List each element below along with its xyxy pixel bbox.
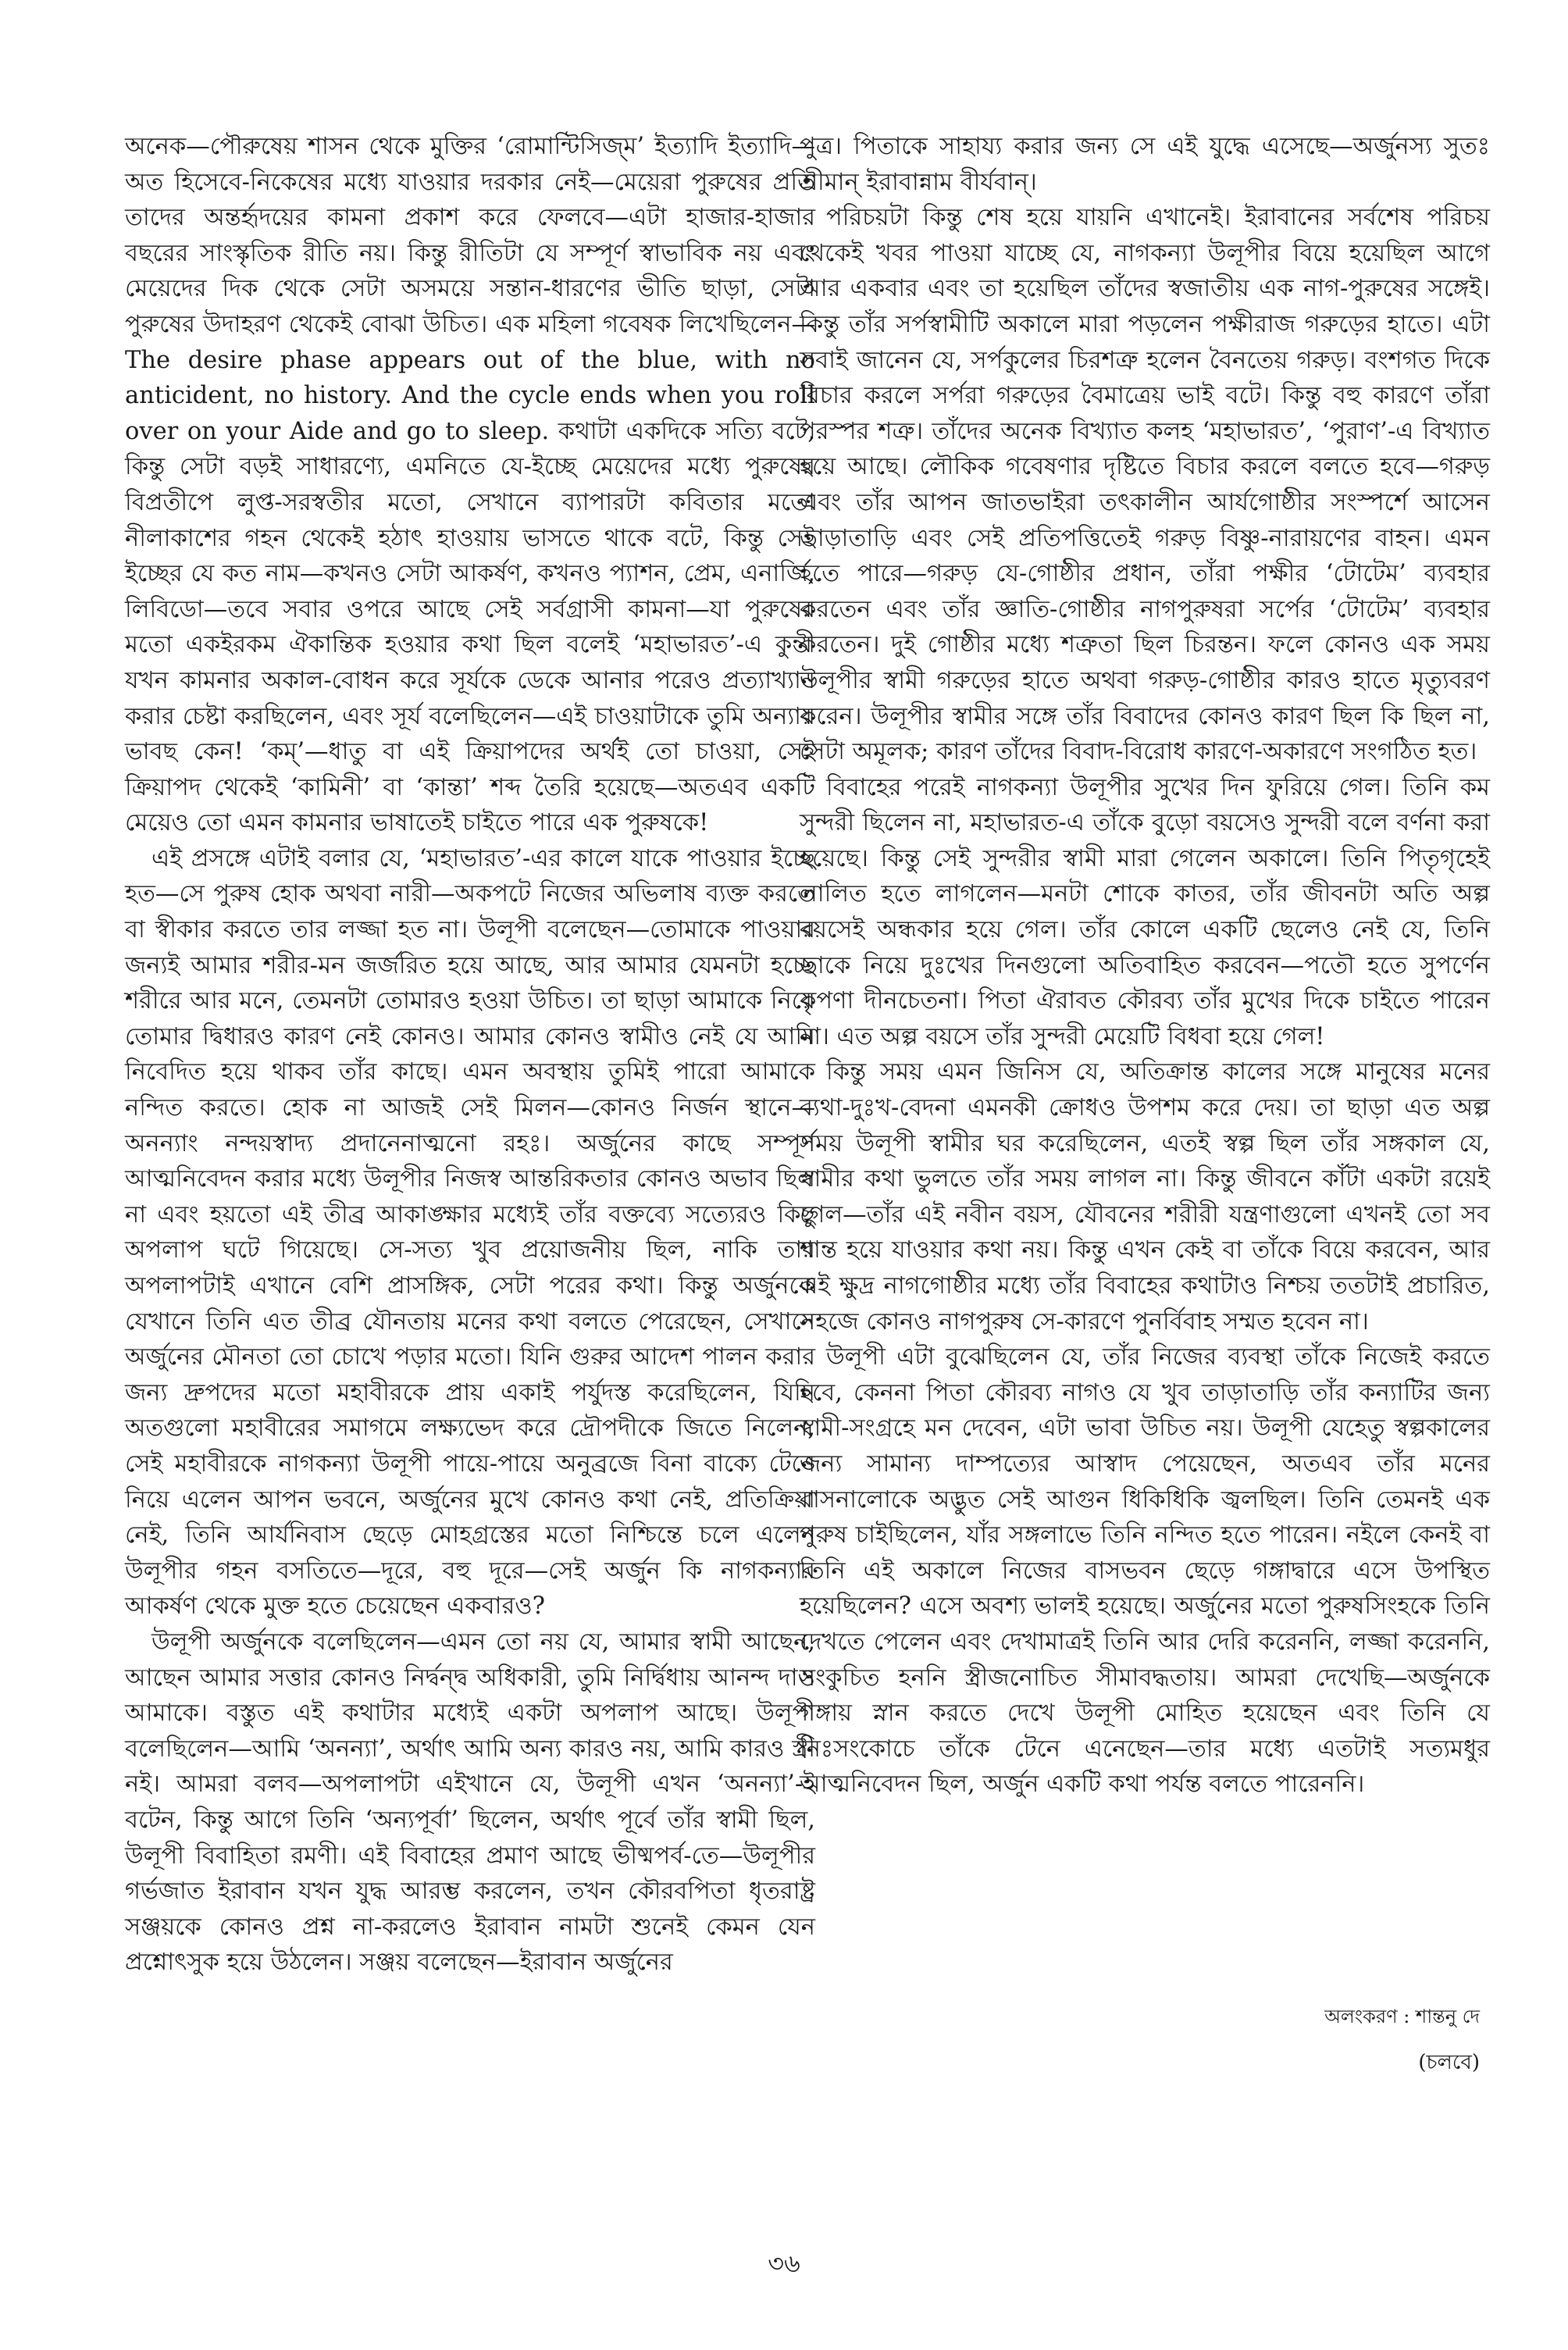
paragraph: উলূপী অর্জুনকে বলেছিলেন—এমন তো নয় যে, আমার স্বামী আছেন, আছেন আমার সত্তার কোনও নির্দ্বন্দ্ব অধিকারী, তুমি নির্দ্বিধায় আনন্দ দাও আমাকে। বস্তুত এই কথাটার মধ্যেই একটা অপলাপ আছে। উলূপী বলেছিলেন—আমি ‘অনন্যা’, অর্থাৎ আমি অন্য কারও নয়, আমি কারও স্ত্রী নই। আমরা বলব—অপলাপটা এইখানে যে, উলূপী এখন ‘অনন্যা’-ই বটেন, কিন্তু আগে তিনি ‘অন্যপূর্বা’ ছিলেন, অর্থাৎ পূর্বে তাঁর স্বামী ছিল, উলূপী বিবাহিতা রমণী। এই বিবাহের প্রমাণ আছে ভীষ্মপর্ব-তে—উলূপীর গর্ভজাত ইরাবান যখন যুদ্ধ আরম্ভ করলেন, তখন কৌরবপিতা ধৃতরাষ্ট্র সঞ্জয়কে কোনও প্রশ্ন না-করলেও ইরাবান নামটা শুনেই কেমন যেন প্রশ্নোৎসুক হয়ে উঠলেন। সঞ্জয় বলেছেন—ইরাবান অর্জুনের [125, 1628, 815, 1977]
paragraph: বিবাহের পরেই নাগকন্যা উলূপীর সুখের দিন ফুরিয়ে গেল। তিনি কম সুন্দরী ছিলেন না, মহাভারত-এ তাঁকে বুড়ো বয়সেও সুন্দরী বলে বর্ণনা করা হয়েছে। কিন্তু সেই সুন্দরীর স্বামী মারা গেলেন অকালে। তিনি পিতৃগৃহেই লালিত হতে লাগলেন—মনটা শোকে কাতর, তাঁর জীবনটা অতি অল্প বয়সেই অন্ধকার হয়ে গেল। তাঁর কোলে একটি ছেলেও নেই যে, তিনি তাকে নিয়ে দুঃখের দিনগুলো অতিবাহিত করবেন—পতৌ হতে সুপর্ণেন কৃপণা দীনচেতনা। পিতা ঐরাবত কৌরব্য তাঁর মুখের দিকে চাইতে পারেন না। এত অল্প বয়সে তাঁর সুন্দরী মেয়েটি বিধবা হয়ে গেল! [800, 773, 1490, 1050]
page-number: ৩৬ [768, 2248, 800, 2278]
paragraph: এই প্রসঙ্গে এটাই বলার যে, ‘মহাভারত’-এর কালে যাকে পাওয়ার ইচ্ছে হত—সে পুরুষ হোক অথবা নারী—অকপটে নিজের অভিলাষ ব্যক্ত করতে বা স্বীকার করতে তার লজ্জা হত না। উলূপী বলেছেন—তোমাকে পাওয়ার জন্যই আমার শরীর-মন জর্জরিত হয়ে আছে, আর আমার যেমনটা হচ্ছে শরীরে আর মনে, তেমনটা তোমারও হওয়া উচিত। তা ছাড়া আমাকে নিয়ে তোমার দ্বিধারও কারণ নেই কোনও। আমার কোনও স্বামীও নেই যে আমি নিবেদিত হয়ে থাকব তাঁর কাছে। এমন অবস্থায় তুমিই পারো আমাকে নন্দিত করতে। হোক না আজই সেই মিলন—কোনও নির্জন স্থানে—অনন্যাং নন্দয়স্বাদ্য প্রদানেনাত্মনো রহঃ। অর্জুনের কাছে সম্পূর্ণ আত্মনিবেদন করার মধ্যে উলূপীর নিজস্ব আন্তরিকতার কোনও অভাব ছিল না এবং হয়তো এই তীব্র আকাঙ্ক্ষার মধ্যেই তাঁর বক্তব্যে সত্যেরও কিছু অপলাপ ঘটে গিয়েছে। সে-সত্য খুব প্রয়োজনীয় ছিল, নাকি তার অপলাপটাই এখানে বেশি প্রাসঙ্গিক, সেটা পরের কথা। কিন্তু অর্জুনকে যেখানে তিনি এত তীব্র যৌনতায় মনের কথা বলতে পেরেছেন, সেখানে অর্জুনের মৌনতা তো চোখে পড়ার মতো। যিনি গুরুর আদেশ পালন করার জন্য দ্রুপদের মতো মহাবীরকে প্রায় একাই পর্যুদস্ত করেছিলেন, যিনি অতগুলো মহাবীরের সমাগমে লক্ষ্যভেদ করে দ্রৌপদীকে জিতে নিলেন, সেই মহাবীরকে নাগকন্যা উলূপী পায়ে-পায়ে অনুব্রজে বিনা বাক্যে টেনে নিয়ে এলেন আপন ভবনে, অর্জুনের মুখে কোনও কথা নেই, প্রতিক্রিয়া নেই, তিনি আর্যনিবাস ছেড়ে মোহগ্রস্তের মতো নিশ্চিন্তে চলে এলেন উলূপীর গহন বসতিতে—দূরে, বহু দূরে—সেই অর্জুন কি নাগকন্যার আকর্ষণ থেকে মুক্ত হতে চেয়েছেন একবারও? [125, 844, 815, 1621]
paragraph: অনেক—পৌরুষেয় শাসন থেকে মুক্তির ‘রোমান্টিসিজ্‌ম’ ইত্যাদি ইত্যাদি—অত হিসেবে-নিকেষের মধ্যে যাওয়ার দরকার নেই—মেয়েরা পুরুষের প্রতি তাদের অন্তর্হৃদয়ের কামনা প্রকাশ করে ফেলবে—এটা হাজার-হাজার বছরের সাংস্কৃতিক রীতি নয়। কিন্তু রীতিটা যে সম্পূর্ণ স্বাভাবিক নয় এবং মেয়েদের দিক থেকে সেটা অসময়ে সন্তান-ধারণের ভীতি ছাড়া, সেটা পুরুষের উদাহরণ থেকেই বোঝা উচিত। এক মহিলা গবেষক লিখেছিলেন—The desire phase appears out of the blue, with no anticident, no history. And the cycle ends when you roll over on your Aide and go to sleep. কথাটা একদিকে সত্যি বটে, কিন্তু সেটা বড়ই সাধারণ্যে, এমনিতে যে-ইচ্ছে মেয়েদের মধ্যে পুরুষের বিপ্রতীপে লুপ্ত-সরস্বতীর মতো, সেখানে ব্যাপারটা কবিতার মতো নীলাকাশের গহন থেকেই হঠাৎ হাওয়ায় ভাসতে থাকে বটে, কিন্তু সেই ইচ্ছের যে কত নাম—কখনও সেটা আকর্ষণ, কখনও প্যাশন, প্রেম, এনার্জি, লিবিডো—তবে সবার ওপরে আছে সেই সর্বগ্রাসী কামনা—যা পুরুষের মতো একইরকম ঐকান্তিক হওয়ার কথা ছিল বলেই ‘মহাভারত’-এ কুন্তী যখন কামনার অকাল-বোধন করে সূর্যকে ডেকে আনার পরেও প্রত্যাখ্যান করার চেষ্টা করছিলেন, এবং সূর্য বলেছিলেন—এই চাওয়াটাকে তুমি অন্যায় ভাবছ কেন! ‘কম্‌’—ধাতু বা এই ক্রিয়াপদের অর্থই তো চাওয়া, সেই ক্রিয়াপদ থেকেই ‘কামিনী’ বা ‘কান্তা’ শব্দ তৈরি হয়েছে—অতএব একটি মেয়েও তো এমন কামনার ভাষাতেই চাইতে পারে এক পুরুষকে! [125, 133, 815, 837]
right-column [800, 129, 1490, 1803]
paragraph: কিন্তু সময় এমন জিনিস যে, অতিক্রান্ত কালের সঙ্গে মানুষের মনের ব্যথা-দুঃখ-বেদনা এমনকী ক্রোধও উপশম করে দেয়। তা ছাড়া এত অল্প সময় উলূপী স্বামীর ঘর করেছিলেন, এতই স্বল্প ছিল তাঁর সঙ্গকাল যে, স্বামীর কথা ভুলতে তাঁর সময় লাগল না। কিন্তু জীবনে কাঁটা একটা রয়েই গেল—তাঁর এই নবীন বয়স, যৌবনের শরীরী যন্ত্রণাগুলো এখনই তো সব শান্ত হয়ে যাওয়ার কথা নয়। কিন্তু এখন কেই বা তাঁকে বিয়ে করবেন, আর এই ক্ষুদ্র নাগগোষ্ঠীর মধ্যে তাঁর বিবাহের কথাটাও নিশ্চয় ততটাই প্রচারিত, সহজে কোনও নাগপুরুষ সে-কারণে পুনর্বিবাহ সম্মত হবেন না। [800, 1058, 1490, 1335]
illustration-credit: অলংকরণ : শান্তনু দে [1324, 2006, 1480, 2027]
paragraph: পুত্র। পিতাকে সাহায্য করার জন্য সে এই যুদ্ধে এসেছে—অর্জুনস্য সুতঃ শ্রীমান্‌ ইরাবান্নাম বীর্যবান্‌। [800, 133, 1490, 196]
left-column [125, 129, 815, 1981]
continued-note: (চলবে) [1418, 2051, 1480, 2074]
paragraph: পরিচয়টা কিন্তু শেষ হয়ে যায়নি এখানেই। ইরাবানের সর্বশেষ পরিচয় থেকেই খবর পাওয়া যাচ্ছে যে, নাগকন্যা উলূপীর বিয়ে হয়েছিল আগে আর একবার এবং তা হয়েছিল তাঁদের স্বজাতীয় এক নাগ-পুরুষের সঙ্গেই। কিন্তু তাঁর সর্পস্বামীটি অকালে মারা পড়লেন পক্ষীরাজ গরুড়ের হাতে। এটা সবাই জানেন যে, সর্পকুলের চিরশত্রু হলেন বৈনতেয় গরুড়। বংশগত দিকে বিচার করলে সর্পরা গরুড়ের বৈমাত্রেয় ভাই বটে। কিন্তু বহু কারণে তাঁরা পরস্পর শত্রু। তাঁদের অনেক বিখ্যাত কলহ ‘মহাভারত’, ‘পুরাণ’-এ বিখ্যাত হয়ে আছে। লৌকিক গবেষণার দৃষ্টিতে বিচার করলে বলতে হবে—গরুড় এবং তাঁর আপন জাতভাইরা তৎকালীন আর্যগোষ্ঠীর সংস্পর্শে আসেন তাড়াতাড়ি এবং সেই প্রতিপত্তিতেই গরুড় বিষ্ণু-নারায়ণের বাহন। এমন হতে পারে—গরুড় যে-গোষ্ঠীর প্রধান, তাঁরা পক্ষীর ‘টোটেম’ ব্যবহার করতেন এবং তাঁর জ্ঞাতি-গোষ্ঠীর নাগপুরুষরা সর্পের ‘টোটেম’ ব্যবহার করতেন। দুই গোষ্ঠীর মধ্যে শত্রুতা ছিল চিরন্তন। ফলে কোনও এক সময় উলূপীর স্বামী গরুড়ের হাতে অথবা গরুড়-গোষ্ঠীর কারও হাতে মৃত্যুবরণ করেন। উলূপীর স্বামীর সঙ্গে তাঁর বিবাদের কোনও কারণ ছিল কি ছিল না, সেটা অমূলক; কারণ তাঁদের বিবাদ-বিরোধ কারণে-অকারণে সংগঠিত হত। [800, 204, 1490, 766]
paragraph: উলূপী এটা বুঝেছিলেন যে, তাঁর নিজের ব্যবস্থা তাঁকে নিজেই করতে হবে, কেননা পিতা কৌরব্য নাগও যে খুব তাড়াতাড়ি তাঁর কন্যাটির জন্য স্বামী-সংগ্রহে মন দেবেন, এটা ভাবা উচিত নয়। উলূপী যেহেতু স্বল্পকালের জন্য সামান্য দাম্পত্যের আস্বাদ পেয়েছেন, অতএব তাঁর মনের বাসনালোকে অদ্ভুত সেই আগুন ধিকিধিকি জ্বলছিল। তিনি তেমনই এক পুরুষ চাইছিলেন, যাঁর সঙ্গলাভে তিনি নন্দিত হতে পারেন। নইলে কেনই বা তিনি এই অকালে নিজের বাসভবন ছেড়ে গঙ্গাদ্বারে এসে উপস্থিত হয়েছিলেন? এসে অবশ্য ভালই হয়েছে। অর্জুনের মতো পুরুষসিংহকে তিনি দেখতে পেলেন এবং দেখামাত্রই তিনি আর দেরি করেননি, লজ্জা করেননি, সংকুচিত হননি স্ত্রীজনোচিত সীমাবদ্ধতায়। আমরা দেখেছি—অর্জুনকে গঙ্গায় স্নান করতে দেখে উলূপী মোহিত হয়েছেন এবং তিনি যে নিঃসংকোচে তাঁকে টেনে এনেছেন—তার মধ্যে এতটাই সত্যমধুর আত্মনিবেদন ছিল, অর্জুন একটি কথা পর্যন্ত বলতে পারেননি। [800, 1343, 1490, 1799]
